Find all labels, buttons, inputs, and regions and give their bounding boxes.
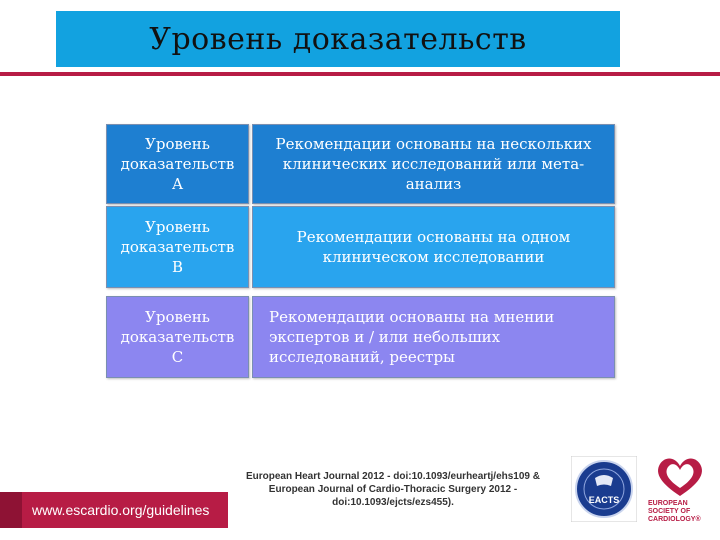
eacts-logo-text: EACTS [588, 495, 620, 505]
esc-logo-text: EUROPEAN SOCIETY OF CARDIOLOGY® [648, 500, 701, 523]
table-row-b-level: Уровень доказательств В [106, 206, 249, 288]
citation [228, 470, 558, 509]
table-row-b-description: Рекомендации основаны на одном клиническом исследовании [252, 206, 615, 288]
slide-title-box [56, 11, 620, 67]
guidelines-link[interactable]: www.escardio.org/guidelines [32, 502, 210, 518]
title-divider [0, 72, 720, 76]
slide-title: Уровень доказательств [149, 21, 527, 57]
table-row-c-description: Рекомендации основаны на мнении экспертов и / или небольших исследований, реестры [252, 296, 615, 378]
table-row-c-level: Уровень доказательств С [106, 296, 249, 378]
citation-line-2: European Journal of Cardio-Thoracic Surgery 2012 - [268, 484, 518, 495]
eacts-logo-icon [571, 456, 637, 522]
citation-line-3: doi:10.1093/ejcts/ezs455). [332, 497, 454, 508]
table-row-a-description: Рекомендации основаны на нескольких клинических исследований или мета-анализ [252, 124, 615, 204]
table-row-a-level: Уровень доказательств А [106, 124, 249, 204]
guidelines-link-bar[interactable] [0, 492, 228, 528]
citation-line-1: European Heart Journal 2012 - doi:10.1093/eurheartj/ehs109 & [245, 471, 540, 482]
